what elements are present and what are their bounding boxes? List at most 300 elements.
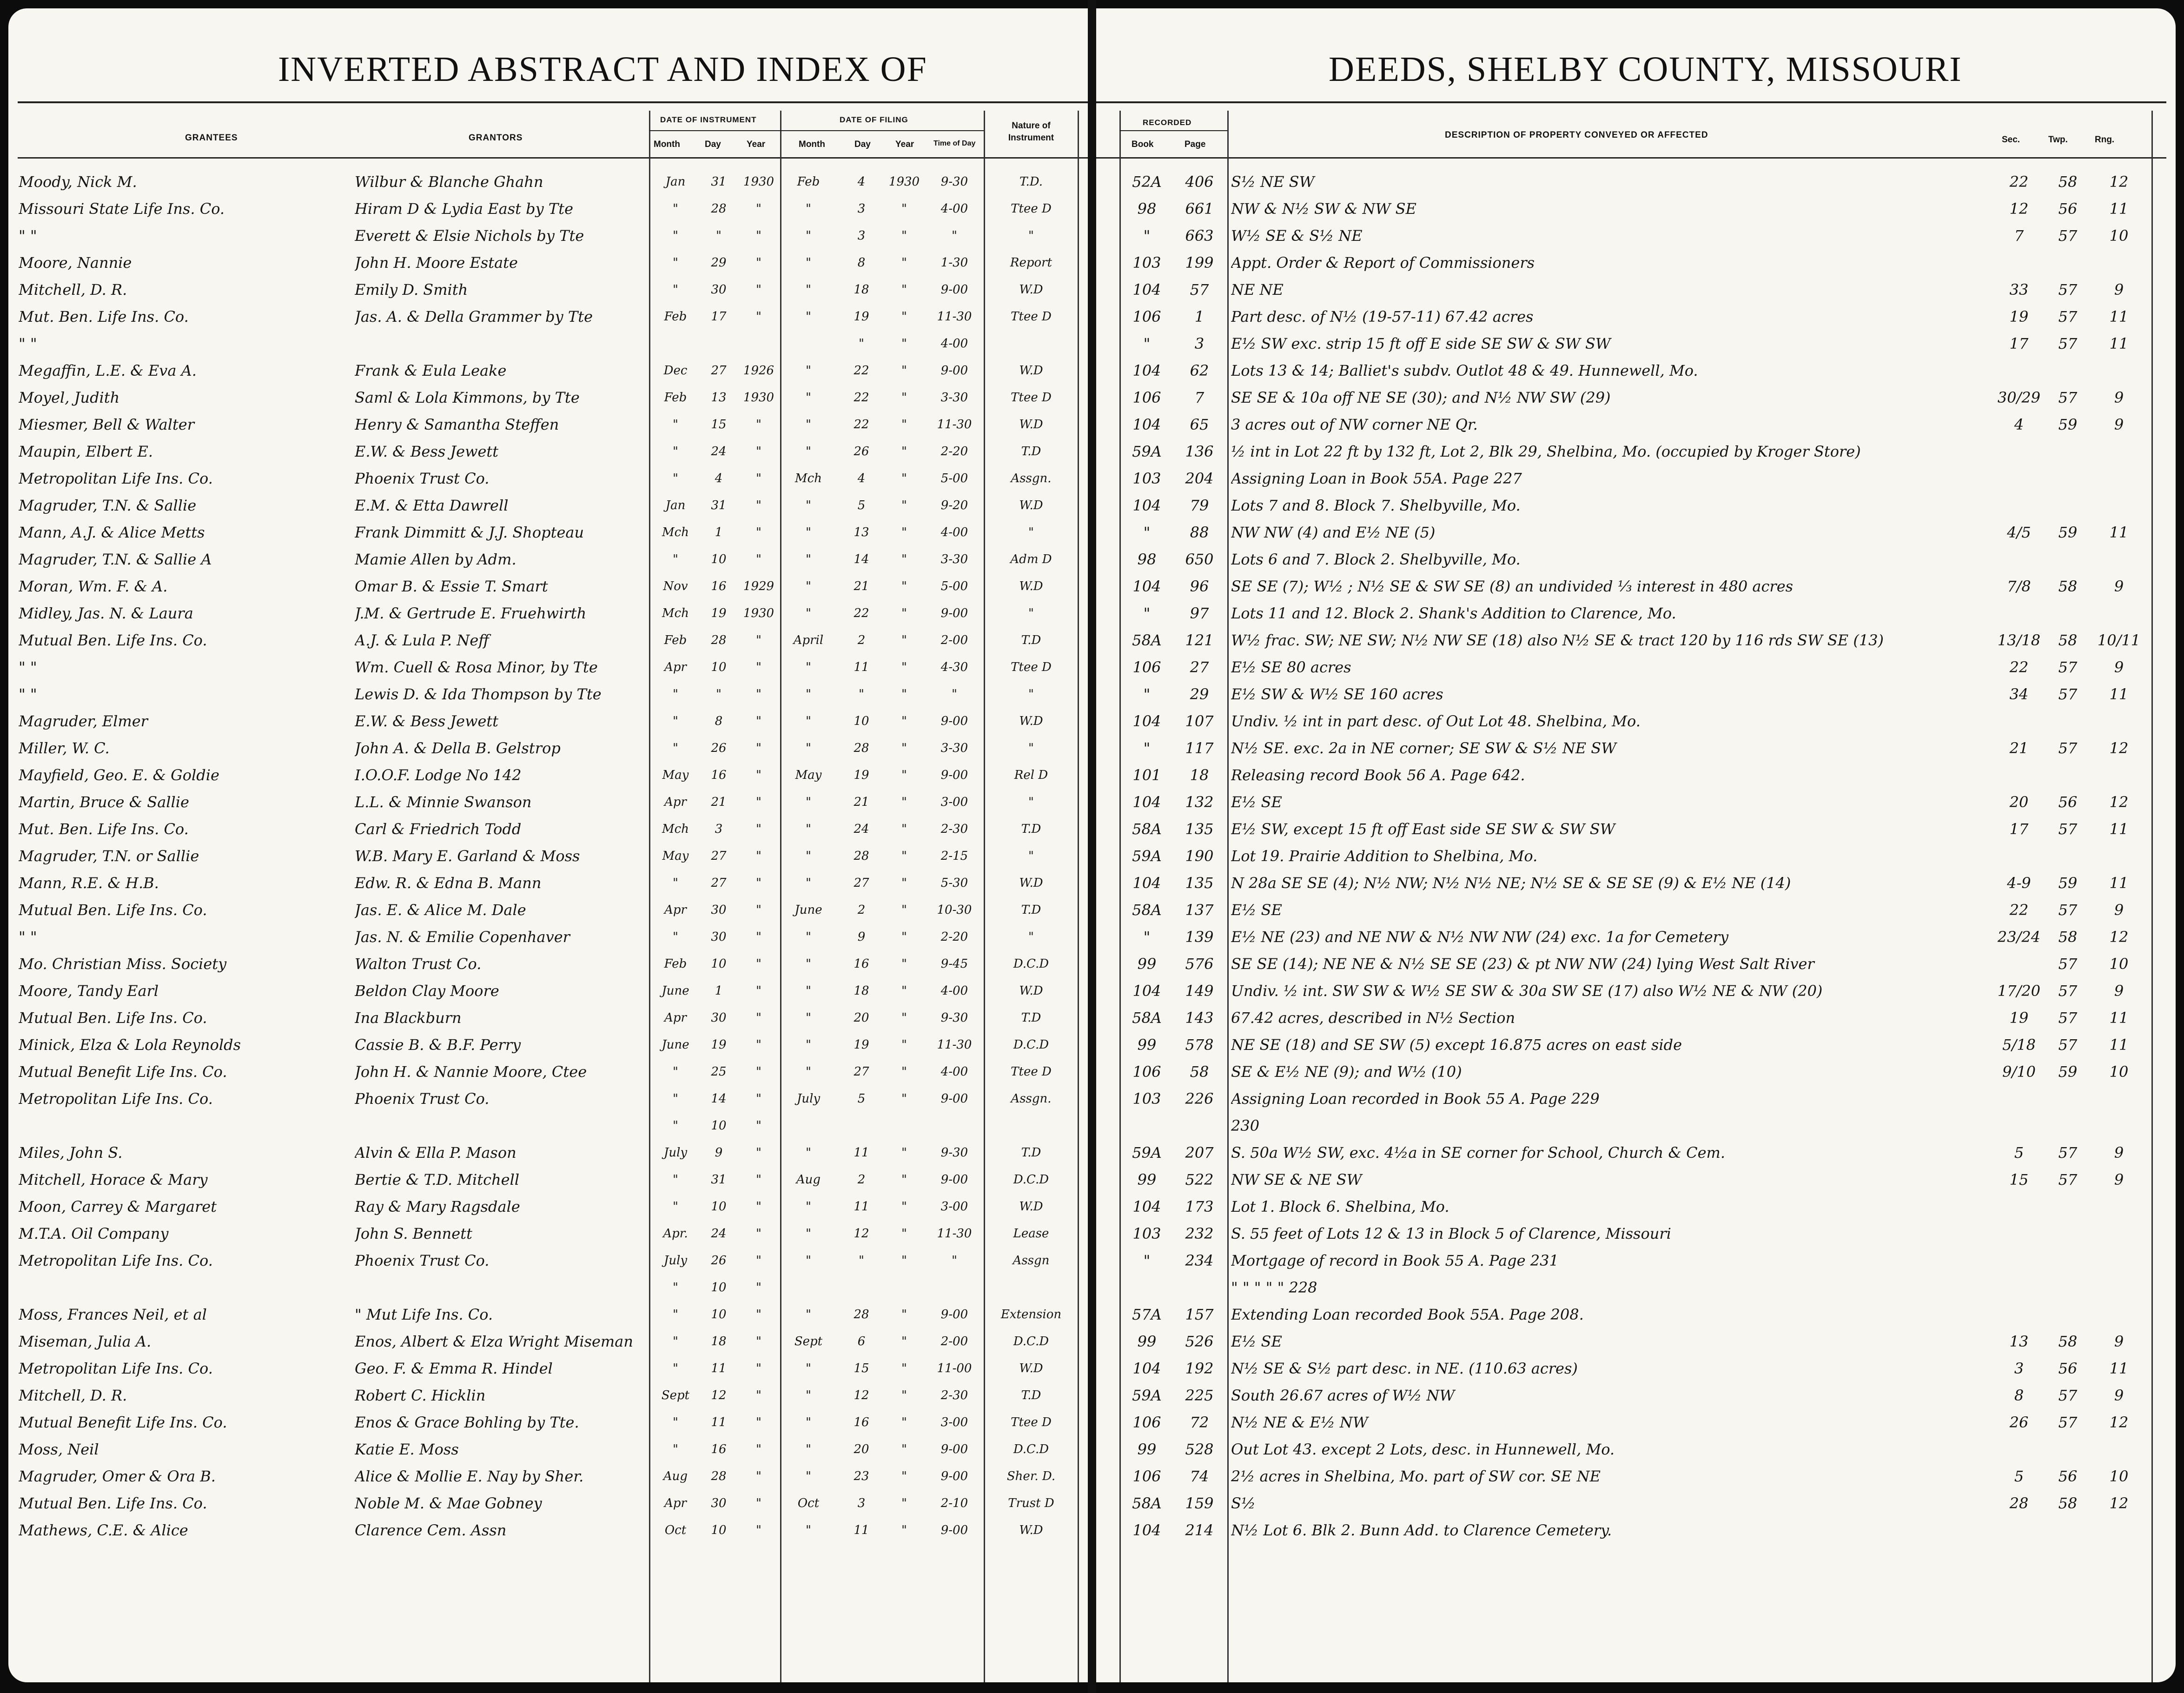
entry-row: [8, 495, 1088, 517]
entry-row: [8, 603, 1088, 624]
instrument-year: ": [756, 876, 761, 890]
instrument-year: ": [756, 1092, 761, 1106]
grantee-cell: " ": [19, 227, 37, 245]
entry-row: [1096, 1493, 2176, 1514]
time-of-day: 9-00: [940, 283, 968, 297]
rng-cell: 12: [2109, 739, 2129, 757]
book-cell: 59A: [1132, 1144, 1162, 1162]
grantor-cell: Wm. Cuell & Rosa Minor, by Tte: [355, 658, 598, 676]
filing-year: ": [901, 903, 907, 917]
grantee-cell: Minick, Elza & Lola Reynolds: [19, 1036, 241, 1054]
sec-cell: 7: [2014, 227, 2024, 245]
entry-row: [1096, 845, 2176, 867]
rng-cell: 9: [2114, 1171, 2124, 1188]
description-cell: E½ SW, except 15 ft off East side SE SW & SW SW: [1231, 820, 1615, 838]
book-cell: 58A: [1132, 1009, 1162, 1027]
instrument-month: ": [673, 418, 678, 432]
rng-cell: [2091, 495, 2147, 517]
description-cell: Lot 19. Prairie Addition to Shelbina, Mo.: [1231, 847, 1538, 865]
nature-cell: W.D: [1019, 1200, 1043, 1214]
filing-month: Aug: [796, 1173, 821, 1187]
instrument-month: Apr.: [663, 1227, 688, 1241]
filing-month: June: [794, 903, 822, 917]
grantors-header: GRANTORS: [469, 133, 523, 143]
twp-cell: [2045, 1196, 2091, 1218]
instrument-day: [700, 333, 737, 355]
filing-day: 13: [854, 525, 869, 539]
rng-cell: 11: [2109, 820, 2129, 838]
entry-row: [8, 1196, 1088, 1218]
instrument-month: Mch: [662, 525, 689, 539]
twp-cell: 57: [2058, 739, 2078, 757]
page-cell: [1172, 1115, 1226, 1137]
twp-cell: 57: [2058, 955, 2078, 973]
filing-month: ": [806, 714, 811, 728]
grantor-cell: John A. & Della B. Gelstrop: [355, 739, 561, 757]
filing-month-header: Month: [799, 139, 825, 149]
description-cell: Appt. Order & Report of Commissioners: [1231, 254, 1535, 272]
filing-month: ": [806, 202, 811, 216]
description-cell: 230: [1231, 1117, 1260, 1135]
instrument-month: [652, 333, 699, 355]
twp-cell: [2045, 710, 2091, 732]
instrument-year: ": [756, 1146, 761, 1160]
nature-cell: ": [1028, 741, 1034, 755]
book-cell: 57A: [1132, 1306, 1162, 1323]
filing-day: 18: [854, 984, 869, 998]
nature-cell: W.D: [1019, 876, 1043, 890]
filing-month: April: [793, 633, 824, 647]
instrument-day: 27: [711, 364, 727, 378]
instrument-day: 28: [711, 202, 727, 216]
twp-cell: 57: [2058, 308, 2078, 325]
book-cell: [1121, 1115, 1172, 1137]
instrument-month: Mch: [662, 822, 689, 836]
instrument-month: July: [663, 1146, 688, 1160]
filing-month: [783, 333, 834, 355]
description-cell: E½ SE: [1231, 1333, 1282, 1350]
filing-month: ": [806, 687, 811, 701]
entry-row: [1096, 1169, 2176, 1191]
twp-cell: 57: [2058, 820, 2078, 838]
entry-row: [8, 333, 1088, 355]
page-cell: 62: [1190, 362, 1209, 379]
grantor-cell: Hiram D & Lydia East by Tte: [355, 200, 574, 218]
filing-day: [841, 1277, 882, 1299]
filing-month: ": [806, 1469, 811, 1483]
nature-cell: Ttee D: [1011, 1065, 1052, 1079]
entry-row: [8, 737, 1088, 759]
twp-cell: 57: [2058, 982, 2078, 1000]
instrument-year: ": [756, 418, 761, 432]
grantor-cell: Wilbur & Blanche Ghahn: [355, 173, 543, 191]
sec-cell: [1993, 764, 2045, 786]
sec-cell: 34: [2009, 685, 2029, 703]
instrument-month: Sept: [661, 1388, 690, 1402]
entry-row: [8, 1331, 1088, 1353]
grantee-cell: Moss, Frances Neil, et al: [19, 1306, 207, 1323]
filing-day: 22: [854, 364, 869, 378]
description-cell: NW NW (4) and E½ NE (5): [1231, 524, 1436, 541]
filing-day: 5: [857, 1092, 866, 1106]
grantee-cell: Mut. Ben. Life Ins. Co.: [19, 308, 189, 325]
sec-cell: 12: [2009, 200, 2029, 218]
instrument-year: ": [756, 1523, 761, 1537]
grantee-cell: Magruder, Elmer: [19, 712, 148, 730]
nature-cell: W.D: [1019, 498, 1043, 512]
time-of-day: 5-00: [940, 471, 968, 485]
instrument-day: 10: [711, 552, 727, 566]
rng-cell: [2091, 1439, 2147, 1461]
sec-cell: 13: [2009, 1333, 2029, 1350]
sec-cell: 19: [2009, 308, 2029, 325]
filing-day: ": [859, 687, 864, 701]
sec-cell: 22: [2009, 658, 2029, 676]
filing-month: ": [806, 930, 811, 944]
page-cell: 232: [1185, 1225, 1214, 1242]
nature-cell: Assgn.: [1011, 471, 1052, 485]
book-cell: 98: [1137, 200, 1157, 218]
filing-day: 21: [854, 795, 869, 809]
book-cell: 58A: [1132, 1494, 1162, 1512]
rng-cell: 11: [2109, 1009, 2129, 1027]
instrument-day: 9: [715, 1146, 723, 1160]
grantor-cell: E.W. & Bess Jewett: [355, 712, 499, 730]
grantor-cell: J.M. & Gertrude E. Fruehwirth: [355, 604, 587, 622]
time-of-day: 9-30: [940, 1011, 968, 1025]
filing-year: ": [901, 1011, 907, 1025]
instrument-month: Apr: [664, 903, 687, 917]
instrument-month: ": [673, 202, 678, 216]
filing-year: ": [901, 1173, 907, 1187]
entry-row: [1096, 1304, 2176, 1326]
filing-month: ": [806, 957, 811, 971]
grantor-cell: E.W. & Bess Jewett: [355, 443, 499, 460]
filing-year: ": [901, 1415, 907, 1429]
sec-header: Sec.: [2002, 135, 2020, 145]
filing-day: 11: [854, 1146, 869, 1160]
filing-year-header: Year: [895, 139, 914, 149]
filing-day: 22: [854, 606, 869, 620]
grantor-cell: I.O.O.F. Lodge No 142: [355, 766, 522, 784]
page-cell: 29: [1190, 685, 1209, 703]
page-cell: 526: [1185, 1333, 1214, 1350]
page-cell: 7: [1194, 389, 1205, 406]
instrument-day: 13: [711, 391, 727, 405]
filing-month: ": [806, 849, 811, 863]
instrument-month: May: [662, 849, 689, 863]
grantor-cell: John H. & Nannie Moore, Ctee: [355, 1063, 587, 1081]
sec-cell: [1993, 1277, 2045, 1299]
rng-cell: [2091, 1196, 2147, 1218]
instrument-day: 26: [711, 741, 727, 755]
rng-cell: [2091, 845, 2147, 867]
grantor-cell: Emily D. Smith: [355, 281, 468, 299]
entry-row: [1096, 1277, 2176, 1299]
instrument-day: ": [716, 229, 721, 243]
page-cell: 121: [1185, 631, 1214, 649]
twp-cell: [2045, 495, 2091, 517]
filing-year: ": [901, 525, 907, 539]
filing-month: ": [806, 795, 811, 809]
nature-cell: [986, 1115, 1077, 1137]
instrument-month: ": [673, 687, 678, 701]
rng-cell: [2091, 1277, 2147, 1299]
filing-month: [783, 1115, 834, 1137]
description-cell: SE & E½ NE (9); and W½ (10): [1231, 1063, 1462, 1081]
time-of-day: 2-10: [940, 1496, 968, 1510]
book-cell: ": [1143, 227, 1151, 245]
grantee-cell: Mann, R.E. & H.B.: [19, 874, 159, 892]
grantor-cell: Bertie & T.D. Mitchell: [355, 1171, 520, 1188]
description-cell: E½ SW & W½ SE 160 acres: [1231, 685, 1443, 703]
sec-cell: [1993, 1088, 2045, 1110]
filing-year: ": [901, 660, 907, 674]
instrument-month: Oct: [664, 1523, 687, 1537]
twp-cell: 58: [2058, 1333, 2078, 1350]
grantee-cell: Mann, A.J. & Alice Metts: [19, 524, 205, 541]
instrument-day: 31: [711, 1173, 727, 1187]
instrument-month: Dec: [663, 364, 688, 378]
sec-cell: 22: [2009, 173, 2029, 191]
instrument-year: ": [756, 930, 761, 944]
twp-cell: 58: [2058, 631, 2078, 649]
nature-cell: [986, 333, 1077, 355]
instrument-month: Apr: [664, 1011, 687, 1025]
instrument-month: ": [673, 1065, 678, 1079]
grantor-cell: Alvin & Ella P. Mason: [355, 1144, 516, 1162]
description-cell: 67.42 acres, described in N½ Section: [1231, 1009, 1516, 1027]
grantee-cell: Mutual Ben. Life Ins. Co.: [19, 1009, 207, 1027]
grantor-cell: Noble M. & Mae Gobney: [355, 1494, 542, 1512]
instrument-year: 1930: [743, 175, 774, 189]
instrument-day: 17: [711, 310, 727, 324]
filing-year: ": [901, 1200, 907, 1214]
grantee-cell: " ": [19, 928, 37, 946]
sec-cell: 4-9: [2007, 874, 2031, 892]
instrument-day: 4: [715, 471, 723, 485]
nature-cell: Lease: [1013, 1227, 1049, 1241]
nature-cell: Ttee D: [1011, 202, 1052, 216]
rng-cell: 11: [2109, 335, 2129, 352]
time-of-day: 9-00: [940, 606, 968, 620]
description-cell: Part desc. of N½ (19-57-11) 67.42 acres: [1231, 308, 1534, 325]
filing-month: ": [806, 1361, 811, 1375]
twp-cell: 58: [2058, 1494, 2078, 1512]
filing-day: 12: [854, 1227, 869, 1241]
description-cell: Undiv. ½ int. SW SW & W½ SE SW & 30a SW SE (17) also W½ NE & NW (20): [1231, 982, 1823, 1000]
twp-cell: 57: [2058, 685, 2078, 703]
instrument-day: 28: [711, 1469, 727, 1483]
rng-cell: 11: [2109, 524, 2129, 541]
page-cell: 132: [1185, 793, 1214, 811]
instrument-year: ": [756, 1038, 761, 1052]
rng-cell: 10/11: [2097, 631, 2141, 649]
page-cell: 190: [1185, 847, 1214, 865]
time-of-day: 5-30: [940, 876, 968, 890]
instrument-month: ": [673, 1442, 678, 1456]
grantor-cell: Jas. N. & Emilie Copenhaver: [355, 928, 570, 946]
filing-month: ": [806, 1200, 811, 1214]
filing-day: 11: [854, 1200, 869, 1214]
filing-day: ": [859, 337, 864, 351]
instrument-year: ": [756, 283, 761, 297]
grantor-cell: Phoenix Trust Co.: [355, 470, 490, 487]
book-cell: 103: [1132, 470, 1161, 487]
twp-cell: 59: [2058, 1063, 2078, 1081]
description-cell: 2½ acres in Shelbina, Mo. part of SW cor. SE NE: [1231, 1467, 1601, 1485]
instrument-day: 16: [711, 768, 727, 782]
filing-month: ": [806, 445, 811, 458]
grantor-cell: A.J. & Lula P. Neff: [355, 631, 489, 649]
nature-cell: W.D: [1019, 1361, 1043, 1375]
filing-year: ": [901, 1254, 907, 1268]
entry-row: [1096, 657, 2176, 678]
description-cell: N½ SE & S½ part desc. in NE. (110.63 acres): [1231, 1360, 1578, 1377]
grantee-cell: " ": [19, 685, 37, 703]
entry-row: [8, 630, 1088, 651]
entry-row: [1096, 1007, 2176, 1029]
filing-year: ": [901, 930, 907, 944]
instrument-month: ": [673, 471, 678, 485]
entry-row: [1096, 764, 2176, 786]
filing-year: ": [901, 687, 907, 701]
time-of-day: 11-30: [937, 418, 972, 432]
grantee-cell: Megaffin, L.E. & Eva A.: [19, 362, 197, 379]
page-cell: 234: [1185, 1252, 1214, 1269]
sec-cell: 3: [2014, 1360, 2024, 1377]
twp-cell: 57: [2058, 901, 2078, 919]
twp-cell: 57: [2058, 227, 2078, 245]
filing-month: ": [806, 1011, 811, 1025]
time-of-day: 11-00: [937, 1361, 972, 1375]
rng-cell: [2091, 1520, 2147, 1541]
filing-day: 5: [857, 498, 866, 512]
nature-cell: Ttee D: [1011, 310, 1052, 324]
nature-cell: W.D: [1019, 283, 1043, 297]
filing-month: Feb: [797, 175, 820, 189]
filing-year: ": [901, 1146, 907, 1160]
filing-month: ": [806, 498, 811, 512]
entry-row: [8, 1061, 1088, 1083]
sec-cell: [1993, 1250, 2045, 1272]
grantor-cell: Phoenix Trust Co.: [355, 1090, 490, 1108]
filing-day: ": [859, 1254, 864, 1268]
page-cell: 226: [1185, 1090, 1214, 1108]
rng-cell: 11: [2109, 308, 2129, 325]
header-rule-top: [1096, 101, 2166, 103]
time-of-day: 3-00: [940, 795, 968, 809]
filing-month: ": [806, 525, 811, 539]
instrument-month-header: Month: [654, 139, 680, 149]
nature-cell: Ttee D: [1011, 660, 1052, 674]
grantee-cell: Metropolitan Life Ins. Co.: [19, 1252, 213, 1269]
instrument-month: ": [673, 1173, 678, 1187]
twp-cell: 57: [2058, 1171, 2078, 1188]
entry-row: [1096, 926, 2176, 948]
filing-year: ": [901, 1227, 907, 1241]
instrument-year: ": [756, 849, 761, 863]
rng-cell: 10: [2109, 1063, 2129, 1081]
page-cell: 522: [1185, 1171, 1214, 1188]
sec-cell: 8: [2014, 1387, 2024, 1404]
entry-row: [8, 468, 1088, 490]
filing-day: 27: [854, 876, 869, 890]
page-cell: 199: [1185, 254, 1214, 272]
time-of-day: 2-20: [940, 930, 968, 944]
time-of-day: 2-00: [940, 633, 968, 647]
instrument-day: 19: [711, 606, 727, 620]
filing-year: ": [901, 1469, 907, 1483]
time-of-day: 9-00: [940, 714, 968, 728]
filing-month: ": [806, 310, 811, 324]
instrument-day: 30: [711, 283, 727, 297]
sec-cell: 28: [2009, 1494, 2029, 1512]
instrument-month: Mch: [662, 606, 689, 620]
filing-day: [841, 1115, 882, 1137]
instrument-day: 10: [711, 957, 727, 971]
filing-year: ": [901, 1038, 907, 1052]
entry-row: [1096, 1223, 2176, 1245]
instrument-day: 24: [711, 445, 727, 458]
description-cell: Extending Loan recorded Book 55A. Page 208.: [1231, 1306, 1584, 1323]
grantor-cell: Katie E. Moss: [355, 1441, 459, 1458]
entry-row: [8, 1520, 1088, 1541]
filing-day: 27: [854, 1065, 869, 1079]
page-cell: 57: [1190, 281, 1209, 299]
twp-cell: 59: [2058, 416, 2078, 433]
instrument-day: 1: [715, 525, 723, 539]
sec-cell: 30/29: [1997, 389, 2041, 406]
description-cell: S½ NE SW: [1231, 173, 1315, 191]
page-cell: 576: [1185, 955, 1214, 973]
page-cell: 159: [1185, 1494, 1214, 1512]
twp-cell: 57: [2058, 389, 2078, 406]
filing-day: 3: [857, 202, 866, 216]
page-cell: 143: [1185, 1009, 1214, 1027]
left-page-title: INVERTED ABSTRACT AND INDEX OF: [278, 50, 927, 89]
entry-row: [1096, 306, 2176, 328]
entry-row: [8, 1115, 1088, 1137]
nature-cell: ": [1028, 525, 1034, 539]
entry-row: [8, 710, 1088, 732]
description-cell: Assigning Loan in Book 55A. Page 227: [1231, 470, 1522, 487]
description-cell: E½ SE 80 acres: [1231, 658, 1351, 676]
instrument-day: 1: [715, 984, 723, 998]
instrument-month: Aug: [663, 1469, 688, 1483]
page-cell: 72: [1190, 1414, 1209, 1431]
twp-cell: [2045, 1304, 2091, 1326]
nature-cell: W.D: [1019, 418, 1043, 432]
rng-cell: 9: [2114, 281, 2124, 299]
filing-day: 20: [854, 1442, 869, 1456]
instrument-year: ": [756, 714, 761, 728]
time-of-day: 9-00: [940, 364, 968, 378]
sec-cell: 5: [2014, 1144, 2024, 1162]
instrument-day: 10: [711, 660, 727, 674]
rng-cell: [2091, 1088, 2147, 1110]
nature-cell: Trust D: [1008, 1496, 1054, 1510]
entry-row: [1096, 872, 2176, 894]
nature-cell: Ttee D: [1011, 1415, 1052, 1429]
entry-row: [8, 1034, 1088, 1056]
grantee-cell: Maupin, Elbert E.: [19, 443, 153, 460]
instrument-year: 1929: [743, 579, 774, 593]
instrument-year: ": [756, 1200, 761, 1214]
grantee-cell: Moon, Carrey & Margaret: [19, 1198, 217, 1215]
instrument-year: ": [756, 1011, 761, 1025]
book-cell: 104: [1132, 281, 1161, 299]
